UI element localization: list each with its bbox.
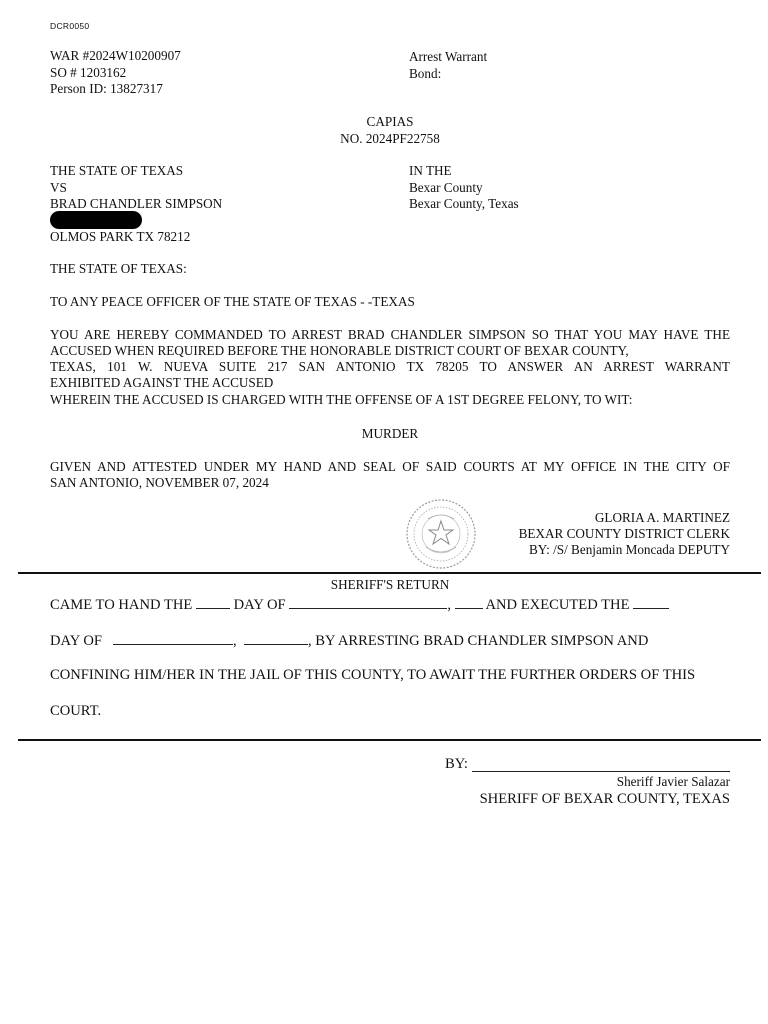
sheriff-title: SHERIFF OF BEXAR COUNTY, TEXAS [479,791,730,807]
hand-year-blank[interactable] [455,595,483,609]
came-to-hand-label: CAME TO HAND THE [50,597,193,613]
signature-line[interactable] [472,771,730,772]
document-code: DCR0050 [50,21,90,31]
capias-number: NO. 2024PF22758 [340,131,440,146]
executed-day-blank[interactable] [633,595,669,609]
attest-line-1: GIVEN AND ATTESTED UNDER MY HAND AND SEAL OF SAID COURTS AT MY OFFICE IN THE CITY OF [50,459,730,474]
redaction-block [50,211,142,229]
executed-month-blank[interactable] [113,631,233,645]
return-line-2 [50,631,740,650]
by-label: BY: [445,756,468,772]
day-of-label: DAY OF [233,597,286,613]
defendant-city: OLMOS PARK TX 78212 [50,229,191,244]
sheriffs-return-title: SHERIFF'S RETURN [330,577,450,592]
offense: MURDER [361,426,419,441]
clerk-name: GLORIA A. MARTINEZ [594,510,730,525]
section-divider-bottom [18,739,761,741]
day-of-label-2: DAY OF [50,633,103,649]
warrant-number: WAR #2024W10200907 [50,48,181,63]
command-line-1: YOU ARE HEREBY COMMANDED TO ARREST BRAD CHANDLER SIMPSON SO THAT YOU MAY HAVE THE [50,327,730,342]
by-arresting-text: , BY ARRESTING BRAD CHANDLER SIMPSON AND [307,633,649,649]
court-in: IN THE [409,163,452,178]
sheriff-name: Sheriff Javier Salazar [616,774,730,789]
command-line-2: ACCUSED WHEN REQUIRED BEFORE THE HONORABLE DISTRICT COURT OF BEXAR COUNTY, [50,343,629,358]
executed-year-blank[interactable] [244,631,308,645]
return-line-1 [50,595,730,614]
attest-line-2: SAN ANTONIO, NOVEMBER 07, 2024 [50,475,269,490]
command-line-5: WHEREIN THE ACCUSED IS CHARGED WITH THE OFFENSE OF A 1ST DEGREE FELONY, TO WIT: [50,392,633,407]
section-divider-top [18,572,761,574]
clerk-title: BEXAR COUNTY DISTRICT CLERK [518,526,730,541]
state-party: THE STATE OF TEXAS [50,163,184,178]
court-county: Bexar County [409,180,483,195]
capias-title: CAPIAS [366,114,414,129]
court-text: COURT. [50,703,102,719]
versus: VS [50,180,67,195]
defendant-name: BRAD CHANDLER SIMPSON [50,196,223,211]
confining-text: CONFINING HIM/HER IN THE JAIL OF THIS COUNTY, TO AWAIT THE FURTHER ORDERS OF THIS [50,667,696,683]
bond-label: Bond: [409,66,442,81]
clerk-deputy: BY: /S/ Benjamin Moncada DEPUTY [529,542,730,557]
court-location: Bexar County, Texas [409,196,519,211]
comma-2: , [233,633,237,649]
command-line-3: TEXAS, 101 W. NUEVA SUITE 217 SAN ANTONIO TX 78205 TO ANSWER AN ARREST WARRANT [50,359,730,374]
addressee: TO ANY PEACE OFFICER OF THE STATE OF TEXAS - -TEXAS [50,294,415,309]
document-type: Arrest Warrant [409,49,488,64]
so-number: SO # 1203162 [50,65,127,80]
person-id: Person ID: 13827317 [50,81,163,96]
hand-day-blank[interactable] [196,595,230,609]
command-line-4: EXHIBITED AGAINST THE ACCUSED [50,375,274,390]
salutation: THE STATE OF TEXAS: [50,261,187,276]
comma-1: , [447,597,451,613]
hand-month-blank[interactable] [289,595,447,609]
and-executed-label: AND EXECUTED THE [485,597,630,613]
